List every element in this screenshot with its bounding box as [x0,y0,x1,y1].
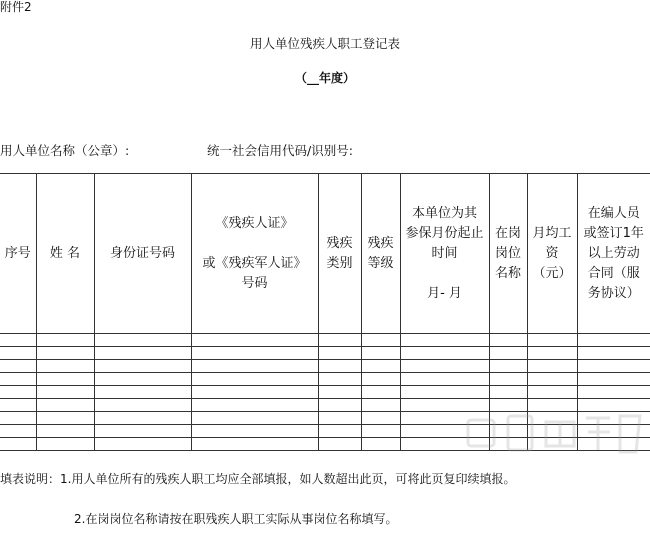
table-cell[interactable] [400,386,489,399]
table-cell[interactable] [318,412,361,425]
table-cell[interactable] [361,360,400,373]
table-cell[interactable] [36,347,94,360]
table-cell[interactable] [318,360,361,373]
table-cell[interactable] [191,425,318,438]
table-cell[interactable] [489,347,527,360]
table-cell[interactable] [527,347,577,360]
table-cell[interactable] [400,360,489,373]
table-row [0,334,650,347]
table-cell[interactable] [0,386,36,399]
table-cell[interactable] [191,334,318,347]
table-cell[interactable] [361,334,400,347]
table-cell[interactable] [400,373,489,386]
table-cell[interactable] [0,412,36,425]
table-cell[interactable] [577,334,650,347]
note-line-2: 2.在岗岗位名称请按在职残疾人职工实际从事岗位名称填写。 [74,512,398,526]
table-cell[interactable] [94,347,191,360]
table-cell[interactable] [191,373,318,386]
table-cell[interactable] [0,399,36,412]
table-cell[interactable] [191,360,318,373]
watermark-logo [462,402,648,462]
table-cell[interactable] [318,334,361,347]
table-cell[interactable] [489,360,527,373]
table-cell[interactable] [361,347,400,360]
table-row [0,360,650,373]
header-post-name: 在岗 岗位 名称 [489,174,527,334]
table-cell[interactable] [191,399,318,412]
table-header-row [0,174,650,334]
table-cell[interactable] [577,373,650,386]
table-cell[interactable] [36,360,94,373]
table-cell[interactable] [400,347,489,360]
table-cell[interactable] [489,373,527,386]
header-disability-type: 残疾 类别 [318,174,361,334]
table-cell[interactable] [0,425,36,438]
header-insurance-period: 本单位为其 参保月份起止 时间 月- 月 [400,174,489,334]
table-cell[interactable] [527,334,577,347]
table-cell[interactable] [191,412,318,425]
header-id-number: 身份证号码 [94,174,191,334]
table-cell[interactable] [0,360,36,373]
org-name-label: 用人单位名称（公章）: [0,143,130,158]
note-line-1: 填表说明：1.用人单位所有的残疾人职工均应全部填报，如人数超出此页，可将此页复印续填报。 [0,472,516,486]
table-cell[interactable] [577,360,650,373]
table-row [0,373,650,386]
table-cell[interactable] [191,347,318,360]
table-cell[interactable] [94,360,191,373]
table-row [0,386,650,399]
table-cell[interactable] [527,360,577,373]
table-cell[interactable] [318,399,361,412]
table-cell[interactable] [361,386,400,399]
header-monthly-wage: 月均工 资 （元） [527,174,577,334]
table-cell[interactable] [361,425,400,438]
year-label: （__年度） [294,71,355,85]
table-cell[interactable] [318,425,361,438]
attachment-label: 附件2 [0,0,32,14]
header-contract: 在编人员 或签订1年 以上劳动 合同（服 务协议） [577,174,650,334]
table-cell[interactable] [36,386,94,399]
table-cell[interactable] [577,347,650,360]
table-cell[interactable] [318,386,361,399]
table-cell[interactable] [36,334,94,347]
table-row [0,347,650,360]
table-cell[interactable] [361,399,400,412]
table-cell[interactable] [94,386,191,399]
table-cell[interactable] [0,373,36,386]
table-cell[interactable] [0,438,36,451]
table-cell[interactable] [489,334,527,347]
table-cell[interactable] [361,373,400,386]
table-cell[interactable] [0,334,36,347]
table-cell[interactable] [94,334,191,347]
table-cell[interactable] [489,386,527,399]
table-cell[interactable] [36,373,94,386]
form-title: 用人单位残疾人职工登记表 [249,36,400,51]
table-cell[interactable] [36,412,94,425]
table-cell[interactable] [318,373,361,386]
header-name: 姓 名 [36,174,94,334]
table-cell[interactable] [94,373,191,386]
table-cell[interactable] [191,438,318,451]
table-cell[interactable] [191,386,318,399]
table-cell[interactable] [400,334,489,347]
table-cell[interactable] [36,425,94,438]
table-cell[interactable] [527,386,577,399]
table-cell[interactable] [577,386,650,399]
header-disability-cert: 《残疾人证》 或《残疾军人证》 号码 [191,174,318,334]
table-cell[interactable] [94,425,191,438]
table-cell[interactable] [361,438,400,451]
credit-code-label: 统一社会信用代码/识别号: [207,143,353,158]
table-cell[interactable] [318,347,361,360]
table-cell[interactable] [527,373,577,386]
table-cell[interactable] [36,438,94,451]
header-disability-level: 残疾 等级 [361,174,400,334]
table-cell[interactable] [0,347,36,360]
table-cell[interactable] [94,399,191,412]
table-cell[interactable] [361,412,400,425]
header-seq: 序号 [0,174,36,334]
table-cell[interactable] [318,438,361,451]
table-cell[interactable] [94,412,191,425]
table-cell[interactable] [36,399,94,412]
table-cell[interactable] [94,438,191,451]
